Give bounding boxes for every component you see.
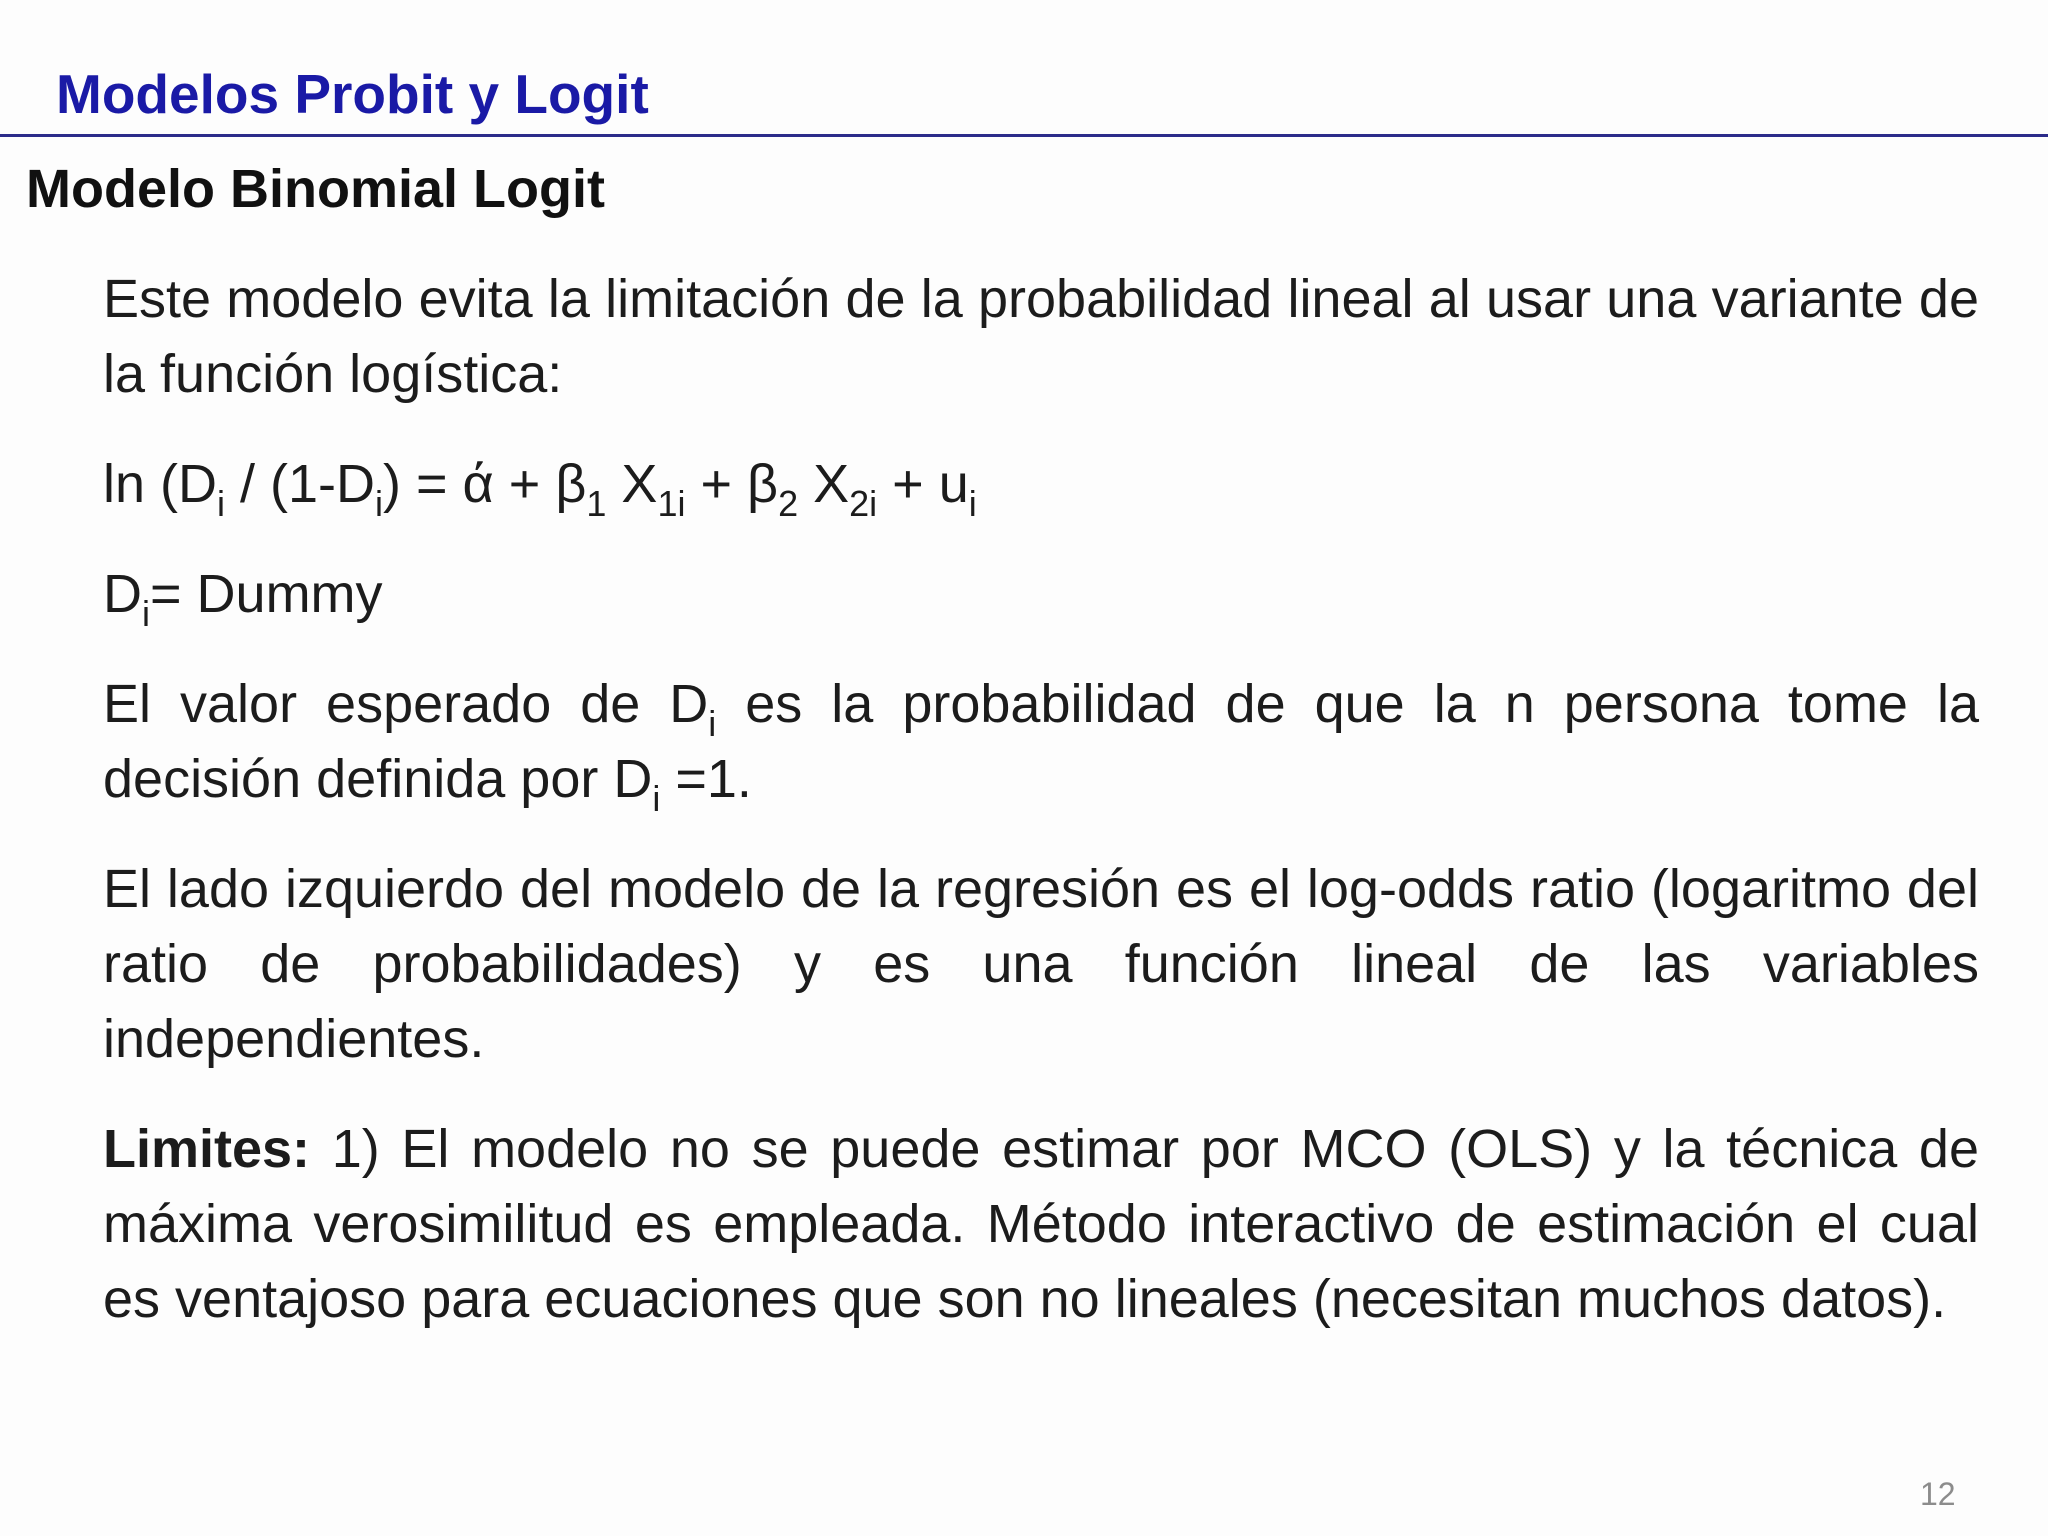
log-odds-paragraph: El lado izquierdo del modelo de la regresión es el log-odds ratio (logaritmo del ratio de probabilidades) y es una función lineal de las variables independientes. [103, 859, 1979, 1069]
limits-label: Limites: [103, 1119, 311, 1179]
section-heading: Modelo Binomial Logit [26, 159, 605, 219]
limits-text: 1) El modelo no se puede estimar por MCO (OLS) y la técnica de máxima verosimilitud es empleada. Método interactivo de estimación el cual es ventajoso para ecuaciones que son no lineales (necesitan muchos datos). [103, 1119, 1979, 1329]
slide-body [103, 262, 1979, 1337]
title-divider [0, 134, 2048, 137]
expected-value-paragraph: El valor esperado de $D_i$ es la probabilidad de que la n persona tome la decisión definida por $D_i =1$. [103, 674, 1979, 819]
limits-paragraph [103, 1112, 1979, 1337]
logit-equation: $\ln (D_i / (1-D_i) = ά + \beta_1$ $X_{1i} + \beta_2$ $X_{2i} + u_i$ [103, 454, 977, 524]
page-number: 12 [1920, 1476, 1956, 1512]
intro-paragraph: Este modelo evita la limitación de la probabilidad lineal al usar una variante de la función logística: [103, 269, 1979, 404]
dummy-definition: $D_i=$ Dummy [103, 564, 383, 634]
slide-title: Modelos Probit y Logit [56, 63, 649, 125]
